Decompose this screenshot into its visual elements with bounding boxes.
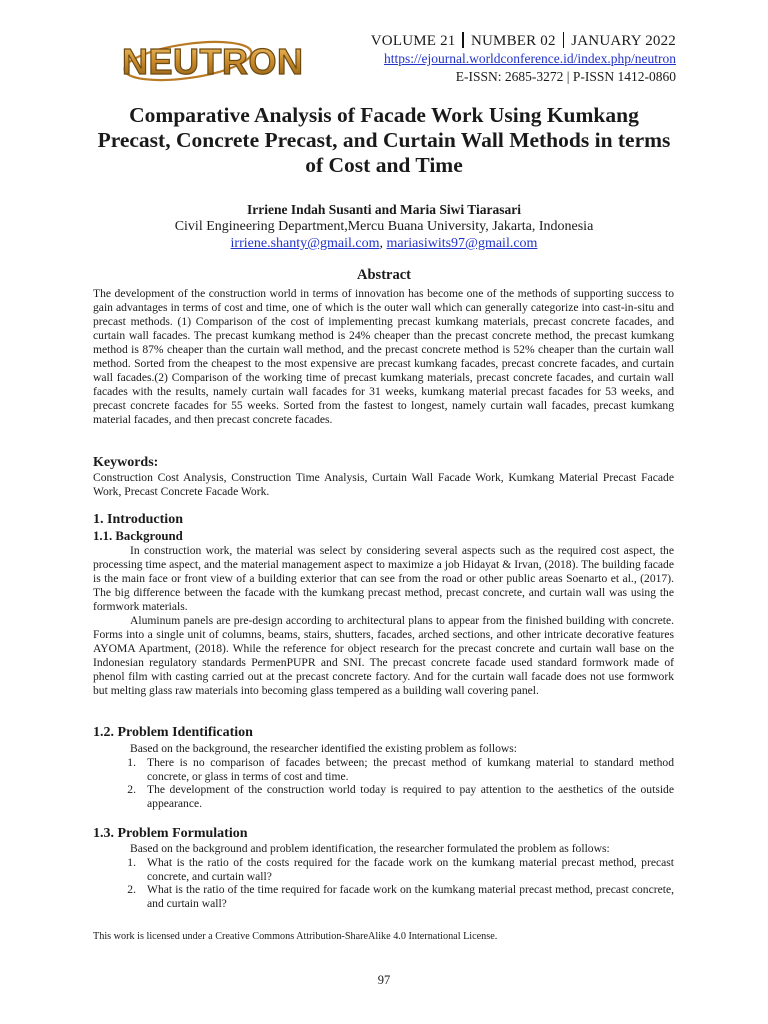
list-item xyxy=(93,883,674,910)
author-emails xyxy=(90,235,678,252)
issn: E-ISSN: 2685-3272 | P-ISSN 1412-0860 xyxy=(455,69,676,84)
introduction-heading: 1. Introduction xyxy=(93,512,183,527)
problem-identification-heading: 1.2. Problem Identification xyxy=(93,725,253,740)
issue-date: JANUARY 2022 xyxy=(571,33,676,49)
list-item-text: What is the ratio of the time required for facade work on the kumkang material precast method, precast concrete, and curtain wall? xyxy=(147,883,674,910)
issue-number: NUMBER 02 xyxy=(470,33,556,49)
journal-header-info xyxy=(371,32,676,85)
keywords-text: Construction Cost Analysis, Construction Time Analysis, Curtain Wall Facade Work, Kumkang Material Precast Facade Work, Precast Concrete Facade Work. xyxy=(93,471,674,498)
background-heading: 1.1. Background xyxy=(93,529,183,543)
background-paragraph-2: Aluminum panels are pre-design according to architectural plans to appear from the finished building with concrete. Forms into a single unit of columns, beams, stairs, shutters, facades, arched sections, and other intricate decorative features AYOMA Apartment, (2018). While the reference for object research for the precast concrete and curtain wall base on the Indonesian regulatory standards PermenPUPR and SNI. The precast concrete facade used standard formwork made of phenol film with casting carried out at the precast concrete factory. And for the curtain wall facade does not use formwork but melting glass raw materials into becoming glass tempered as a building wall covering panel. xyxy=(93,614,674,697)
license-notice: This work is licensed under a Creative Commons Attribution-ShareAlike 4.0 International License. xyxy=(93,931,498,942)
list-item xyxy=(93,783,674,810)
list-item xyxy=(93,756,674,783)
problem-formulation-heading: 1.3. Problem Formulation xyxy=(93,826,248,841)
list-item-text: The development of the construction world today is required to pay attention to the aesthetics of the outside appearance. xyxy=(147,783,674,810)
volume: VOLUME 21 xyxy=(370,33,456,49)
list-item-number: 2. xyxy=(127,783,136,796)
affiliation: Civil Engineering Department,Mercu Buana University, Jakarta, Indonesia xyxy=(174,219,594,234)
list-item-number: 1. xyxy=(127,856,136,869)
neutron-logo xyxy=(118,38,314,84)
logo-text: NEUTRON xyxy=(122,41,304,82)
abstract-heading: Abstract xyxy=(357,267,411,283)
background-paragraph-1: In construction work, the material was select by considering several aspects such as the required cost aspect, the processing time aspect, and the material management aspect to maximize a job Hidayat & Irvan, (2018). The building facade is the main face or front view of a building exterior that can see from the road or other public areas Soenarto et al., (2017). The big difference between the facade with the kumkang precast method, precast concrete, and curtain wall was using the formwork materials. xyxy=(93,544,674,613)
volume-line xyxy=(371,32,676,50)
problem-identification-intro: Based on the background, the researcher identified the existing problem as follows: xyxy=(130,742,517,755)
problem-formulation-intro: Based on the background and problem identification, the researcher formulated the problem as follows: xyxy=(130,842,610,855)
separator xyxy=(563,32,565,48)
keywords-heading: Keywords: xyxy=(93,455,159,470)
separator xyxy=(462,32,464,48)
list-item xyxy=(93,856,674,883)
problem-formulation-list xyxy=(93,856,674,910)
list-item-number: 1. xyxy=(127,756,136,769)
list-item-number: 2. xyxy=(127,883,136,896)
paper-title: Comparative Analysis of Facade Work Using Kumkang Precast, Concrete Precast, and Curtain Wall Methods in terms of Cost and Time xyxy=(97,103,671,177)
page-number: 97 xyxy=(377,973,391,987)
problem-identification-list xyxy=(93,756,674,810)
author-block xyxy=(90,201,678,252)
author-names: Irriene Indah Susanti and Maria Siwi Tiarasari xyxy=(246,202,522,217)
email-link-1[interactable]: irriene.shanty@gmail.com xyxy=(230,236,380,251)
abstract-text: The development of the construction world in terms of innovation has become one of the methods of supporting success to gain advantages in terms of cost and time, one of which is the outer wall which can generally categorize into cast-in-situ and precast methods. (1) Comparison of the cost of implementing precast kumkang materials, precast concrete facades, and curtain wall facades. The precast kumkang method is 24% cheaper than the precast concrete method, the precast kumkang method is 87% cheaper than the curtain wall method, and the precast concrete method is 52% cheaper than the curtain wall method. Sorted from the cheapest to the most expensive are precast kumkang facades, precast concrete facades, and curtain wall facades.(2) Comparison of the working time of precast kumkang materials, precast concrete facades, and curtain wall facades with the results, namely curtain wall facades for 31 weeks, kumkang material precast facades for 53 weeks, and precast concrete facades for 55 weeks. Sorted from the fastest to longest, namely curtain wall facades, precast kumkang material facades, and then precast concrete facades. xyxy=(93,287,674,426)
email-link-2[interactable]: mariasiwits97@gmail.com xyxy=(386,236,538,251)
list-item-text: What is the ratio of the costs required for the facade work on the kumkang material precast method, precast concrete, and curtain wall? xyxy=(147,856,674,883)
email-separator: , xyxy=(379,236,387,251)
list-item-text: There is no comparison of facades between; the precast method of kumkang material to standard method concrete, or glass in terms of cost and time. xyxy=(147,756,674,783)
journal-url-link[interactable]: https://ejournal.worldconference.id/index.php/neutron xyxy=(383,51,676,66)
